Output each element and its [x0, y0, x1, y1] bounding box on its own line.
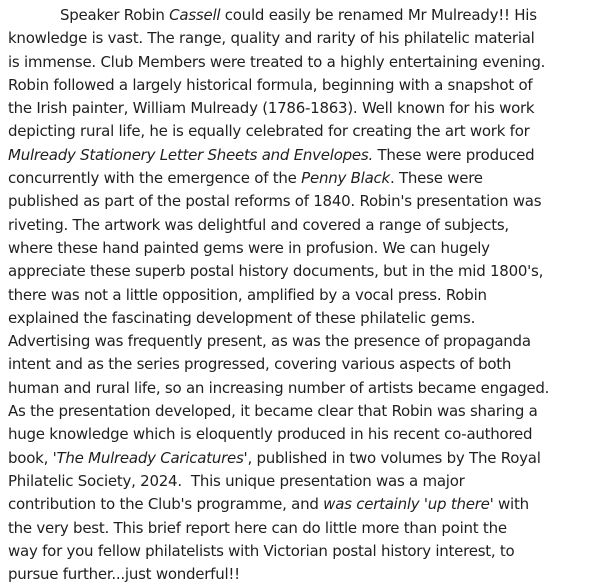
text-line	[8, 447, 603, 470]
text-segment: way for you fellow philatelists with Victorian postal history interest, to	[8, 541, 515, 560]
italic-text-segment: Cassell	[169, 6, 221, 24]
text-segment: the very best. This brief report here can do little more than point the	[8, 518, 507, 537]
text-line	[8, 260, 603, 283]
text-line	[8, 330, 603, 353]
text-segment: appreciate these superb postal history documents, but in the mid 1800's,	[8, 262, 544, 281]
text-line	[8, 470, 603, 493]
text-segment: Speaker Robin	[60, 6, 170, 24]
text-line	[8, 214, 603, 237]
text-line	[8, 144, 603, 167]
text-line	[8, 353, 603, 376]
text-line	[8, 167, 603, 190]
italic-text-segment: 'The Mulready Caricatures'	[52, 448, 248, 467]
text-segment: As the presentation developed, it became clear that Robin was sharing a	[8, 402, 538, 421]
text-segment: contribution to the Club's programme, and	[8, 495, 324, 514]
text-segment: pursue further...just wonderful!!	[8, 565, 240, 584]
text-line	[8, 97, 603, 120]
text-line	[8, 4, 603, 27]
text-line	[8, 27, 603, 50]
text-line	[8, 190, 603, 213]
text-segment: concurrently with the emergence of the	[8, 169, 302, 188]
text-segment: knowledge is vast. The range, quality and rarity of his philatelic material	[8, 29, 535, 48]
text-line	[8, 400, 603, 423]
text-segment: riveting. The artwork was delightful and covered a range of subjects,	[8, 215, 509, 234]
text-line	[8, 377, 603, 400]
italic-text-segment: was certainly 'up there'	[323, 495, 494, 514]
text-line	[8, 120, 603, 143]
text-line	[8, 540, 603, 563]
text-segment: explained the fascinating development of these philatelic gems.	[8, 308, 476, 327]
text-segment: Robin followed a largely historical formula, beginning with a snapshot of	[8, 75, 533, 94]
italic-text-segment: Mulready Stationery Letter Sheets and Envelopes.	[8, 145, 373, 164]
text-segment: Advertising was frequently present, as was the presence of propaganda	[8, 332, 531, 351]
text-segment: is immense. Club Members were treated to a highly entertaining evening.	[8, 52, 546, 71]
text-segment: with	[493, 495, 529, 514]
text-line	[8, 284, 603, 307]
paragraph	[8, 4, 603, 586]
text-segment: book,	[8, 448, 53, 467]
text-line	[8, 563, 603, 586]
text-segment: there was not a little opposition, amplified by a vocal press. Robin	[8, 285, 487, 304]
text-segment: . These were	[389, 169, 483, 188]
text-line	[8, 423, 603, 446]
text-segment: intent and as the series progressed, covering various aspects of both	[8, 355, 512, 374]
text-segment: Philatelic Society, 2024. This unique presentation was a major	[8, 471, 465, 490]
italic-text-segment: Penny Black	[301, 169, 390, 188]
text-segment: depicting rural life, he is equally celebrated for creating the art work for	[8, 122, 530, 141]
text-segment: , published in two volumes by The Royal	[247, 448, 541, 467]
text-segment: could easily be renamed Mr Mulready!! His	[220, 6, 537, 24]
text-line	[8, 51, 603, 74]
text-line	[8, 237, 603, 260]
text-line	[8, 74, 603, 97]
text-segment: human and rural life, so an increasing number of artists became engaged.	[8, 378, 550, 397]
text-line	[8, 493, 603, 516]
text-segment: where these hand painted gems were in profusion. We can hugely	[8, 238, 490, 257]
text-line	[8, 517, 603, 540]
text-segment: published as part of the postal reforms of 1840. Robin's presentation was	[8, 192, 542, 211]
text-segment: huge knowledge which is eloquently produced in his recent co-authored	[8, 425, 533, 444]
text-line	[8, 307, 603, 330]
text-segment: the Irish painter, William Mulready (1786-1863). Well known for his work	[8, 99, 535, 118]
text-segment: These were produced	[372, 145, 535, 164]
